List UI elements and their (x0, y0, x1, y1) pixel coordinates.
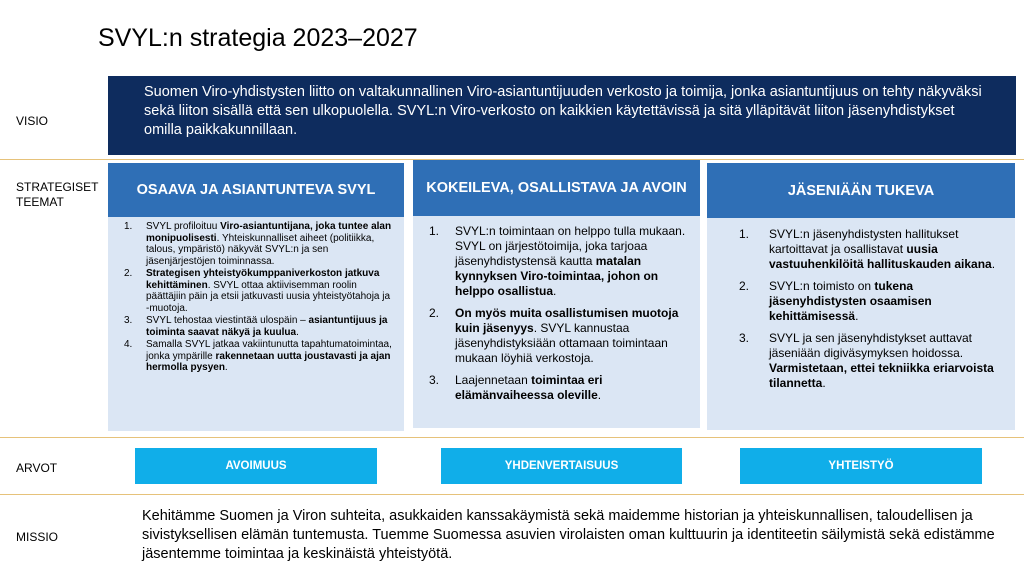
list-item-bold-text: asiantuntijuus ja toiminta saavat näkyä ja kuulua (146, 315, 388, 338)
list-item-text (146, 268, 392, 314)
list-item-text (455, 224, 690, 299)
theme-list (118, 221, 392, 374)
list-item-bold-text: Viro-asiantuntijana, joka tuntee alan monipuolisesti (146, 221, 392, 244)
list-item-number: 1. (429, 224, 440, 238)
theme-list-item (118, 221, 392, 267)
divider-arvot (0, 494, 1024, 495)
list-item-regular-text: Laajennetaan (455, 373, 532, 387)
visio-box (108, 76, 1016, 155)
theme-list-item (423, 224, 690, 299)
theme-list (423, 224, 690, 403)
list-item-regular-text: Samalla SVYL jatkaa vakiintunutta tapahtumatoimintaa, jonka ympärille (146, 339, 392, 362)
list-item-number: 2. (124, 268, 133, 279)
list-item-regular-text: . (855, 309, 859, 323)
theme-list-item (739, 279, 1001, 324)
visio-text: Suomen Viro-yhdistysten liitto on valtakunnallinen Viro-asiantuntijuuden verkosto ja toimija, jonka asiantuntijuus on tehty näkyväksi sekä liiton sisällä että sen ulkopuolella. SVYL:n Viro-verkosto on kaikkien käytettävissä ja sitä ylläpitävät liiton jäsenyhdistykset omilla paikkakunnillaan. (144, 84, 982, 138)
list-item-bold-text: toimintaa eri elämänvaiheessa oleville (455, 373, 603, 402)
list-item-regular-text: SVYL profiloituu (146, 221, 221, 232)
row-label-strategiset-line1: STRATEGISET (16, 180, 99, 194)
list-item-number: 1. (124, 221, 133, 232)
theme-header-osaava: OSAAVA JA ASIANTUNTEVA SVYL (108, 163, 404, 217)
list-item-regular-text: . Yhteiskunnalliset aiheet (politiikka, talous, ympäristö) näkyvät SVYL:n ja sen jäsenjärjestöjen toiminnassa. (146, 232, 375, 267)
list-item-text (146, 339, 392, 374)
value-yhteistyo: YHTEISTYÖ (740, 448, 982, 484)
list-item-regular-text: . SVYL ottaa aktiivisemman roolin päättäjiin päin ja etsii jatkuvasti uusia yhteistyötahoja ja -muotoja. (146, 279, 391, 314)
list-item-text (455, 306, 690, 366)
value-avoimuus: AVOIMUUS (135, 448, 377, 484)
theme-list-item (118, 268, 392, 314)
theme-list-item (739, 331, 1001, 391)
value-yhdenvertaisuus: YHDENVERTAISUUS (441, 448, 682, 484)
list-item-text (146, 221, 392, 267)
list-item-bold-text: Strategisen yhteistyökumppaniverkoston jatkuva kehittäminen (146, 268, 380, 291)
theme-list-item (118, 339, 392, 374)
list-item-text (769, 331, 1001, 391)
list-item-number: 3. (124, 315, 133, 326)
row-label-strategiset-teemat (16, 180, 106, 210)
list-item-bold-text: uusia vastuuhenkilöitä hallituskauden aikana (769, 242, 992, 271)
list-item-regular-text: SVYL:n toimintaan on helppo tulla mukaan. SVYL on järjestötoimija, joka tarjoaa jäsenyhdistystensä kautta (455, 224, 686, 268)
list-item-text (769, 279, 1001, 324)
list-item-regular-text: SVYL ja sen jäsenyhdistykset auttavat jäseniään digiväsymyksen hoidossa. (769, 331, 973, 360)
theme-header-kokeileva: KOKEILEVA, OSALLISTAVA JA AVOIN (413, 160, 700, 216)
list-item-regular-text: SVYL:n jäsenyhdistysten hallitukset kartoittavat ja osallistavat (769, 227, 959, 256)
list-item-regular-text: SVYL tehostaa viestintää ulospäin – (146, 315, 309, 326)
list-item-number: 4. (124, 339, 133, 350)
theme-body-jasenia-tukeva (707, 218, 1015, 430)
list-item-regular-text: . (597, 388, 602, 402)
divider-strategiset (0, 437, 1024, 438)
list-item-number: 3. (739, 331, 750, 345)
theme-body-kokeileva (413, 216, 700, 428)
list-item-regular-text: . (296, 326, 299, 338)
list-item-number: 2. (739, 279, 750, 293)
theme-list-item (423, 373, 690, 403)
list-item-bold-text: rakennetaan uutta joustavasti ja ajan hermolla pysyen (146, 350, 391, 373)
page-title: SVYL:n strategia 2023–2027 (98, 24, 418, 52)
list-item-number: 1. (739, 227, 750, 241)
theme-list-item (118, 315, 392, 338)
list-item-text (455, 373, 690, 403)
list-item-regular-text: . (553, 284, 557, 298)
row-label-missio: MISSIO (16, 530, 59, 544)
missio-text: Kehitämme Suomen ja Viron suhteita, asukkaiden kanssakäymistä sekä maidemme historian ja yhteiskunnallisen, taloudellisen ja sivistyksellisen elämän tuntemusta. Tuemme Suomessa asuvien virolaisten oman kulttuurin ja identiteetin säilymistä sekä edistämme jäsentemme toimintaa ja keskinäistä yhteistyötä. (142, 508, 995, 562)
theme-header-jasenia-tukeva: JÄSENIÄÄN TUKEVA (707, 163, 1015, 218)
list-item-regular-text: . (224, 362, 228, 373)
theme-list-item (739, 227, 1001, 272)
list-item-regular-text: . SVYL kannustaa jäsenyhdistyksiään ottamaan toimintaan mukaan löyhiä verkostoja. (455, 321, 668, 365)
list-item-bold-text: Varmistetaan, ettei tekniikka eriarvoista tilannetta (769, 361, 994, 390)
list-item-bold-text: matalan kynnyksen Viro-toimintaa, johon on helppo osallistua (455, 254, 659, 298)
theme-list-item (423, 306, 690, 366)
row-label-strategiset-line2: TEEMAT (16, 195, 64, 209)
row-label-arvot: ARVOT (16, 461, 58, 475)
list-item-number: 3. (429, 373, 440, 387)
list-item-number: 2. (429, 306, 440, 320)
list-item-regular-text: . (822, 376, 826, 390)
list-item-bold-text: tukena jäsenyhdistysten osaamisen kehittämisessä (769, 279, 932, 323)
row-label-visio: VISIO (16, 114, 49, 128)
list-item-bold-text: On myös muita osallistumisen muotoja kuin jäsenyys (455, 306, 679, 335)
list-item-text (769, 227, 1001, 272)
theme-body-osaava (108, 217, 404, 431)
theme-list (739, 227, 1001, 391)
list-item-regular-text: . (991, 257, 996, 271)
list-item-regular-text: SVYL:n toimisto on (769, 279, 875, 293)
list-item-text (146, 315, 392, 338)
